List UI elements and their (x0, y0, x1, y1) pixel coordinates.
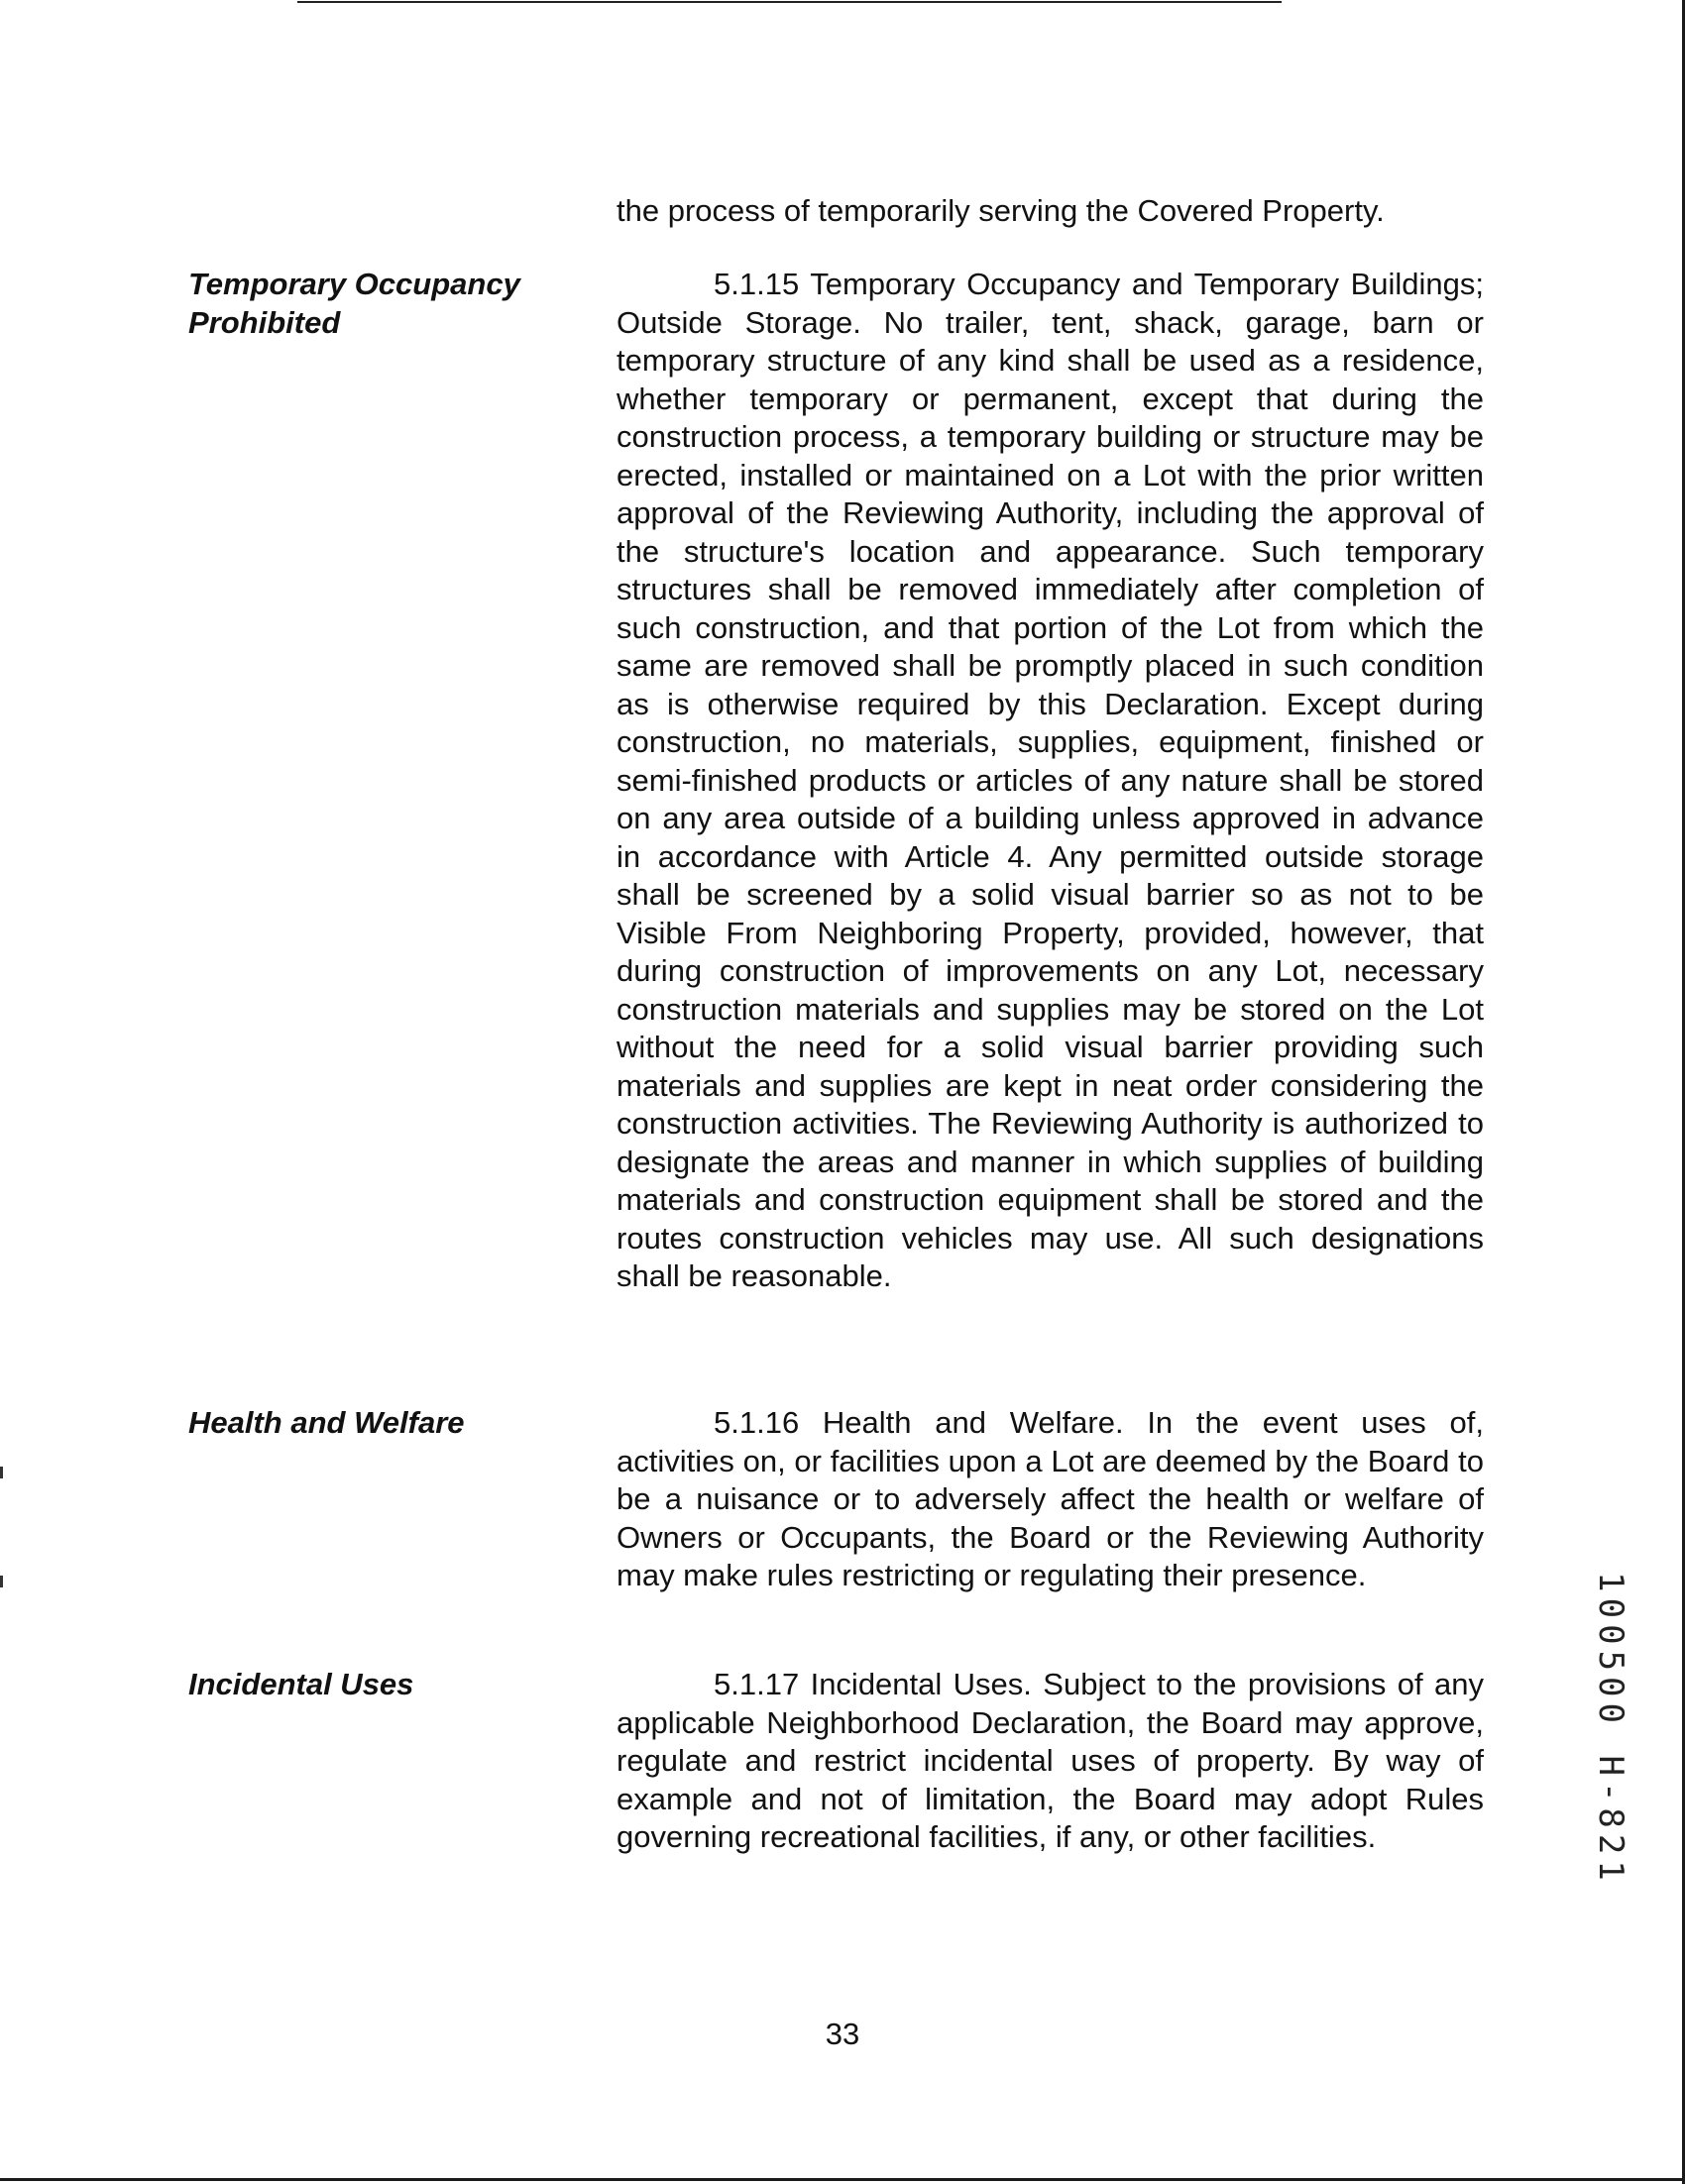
section-body: 5.1.17 Incidental Uses. Subject to the provisions of any applicable Neighborhood Declaration, the Board may approve, regulate and restrict incidental uses of property. By way of example and not of limitation, the Board may adopt Rules governing recreational facilities, if any, or other facilities. (617, 1667, 1484, 1854)
side-heading-line: Incidental Uses (188, 1667, 414, 1701)
side-heading (188, 1404, 575, 1443)
section-body: 5.1.15 Temporary Occupancy and Temporary Buildings; Outside Storage. No trailer, tent, shack, garage, barn or temporary structure of any kind shall be used as a residence, whether temporary or permanent, except that during the construction process, a temporary building or structure may be erected, installed or maintained on a Lot with the prior written approval of the Reviewing Authority, including the approval of the structure's location and appearance. Such temporary structures shall be removed immediately after completion of such construction, and that portion of the Lot from which the same are removed shall be promptly placed in such condition as is otherwise required by this Declaration. Except during construction, no materials, supplies, equipment, finished or semi-finished products or articles of any nature shall be stored on any area outside of a building unless approved in advance in accordance with Article 4. Any permitted outside storage shall be screened by a solid visual barrier so as not to be Visible From Neighboring Property, provided, however, that during construction of improvements on any Lot, necessary construction materials and supplies may be stored on the Lot without the need for a solid visual barrier providing such materials and supplies are kept in neat order considering the construction activities. The Reviewing Authority is authorized to designate the areas and manner in which supplies of building materials and construction equipment shall be stored and the routes construction vehicles may use. All such designations shall be reasonable. (617, 267, 1484, 1293)
margin-stamp-text: 100500 H-821 (1591, 1572, 1630, 1887)
side-heading-line: Temporary Occupancy (188, 267, 520, 301)
side-heading-line: Prohibited (188, 304, 341, 340)
page-number: 33 (825, 2017, 860, 2051)
continuation-text: the process of temporarily serving the Covered Property. (617, 193, 1385, 228)
top-scan-rule (297, 1, 1282, 3)
left-scan-tick (0, 1467, 3, 1478)
bottom-scan-rule (0, 2178, 1685, 2181)
margin-reception-stamp (1591, 1572, 1630, 1887)
side-heading (188, 266, 575, 342)
left-scan-tick (0, 1576, 3, 1587)
section-body: 5.1.16 Health and Welfare. In the event uses of, activities on, or facilities upon a Lot are deemed by the Board to be a nuisance or to adversely affect the health or welfare of Owners or Occupants, the Board or the Reviewing Authority may make rules restricting or regulating their presence. (617, 1405, 1484, 1592)
side-heading-line: Health and Welfare (188, 1405, 465, 1440)
side-heading (188, 1666, 575, 1704)
